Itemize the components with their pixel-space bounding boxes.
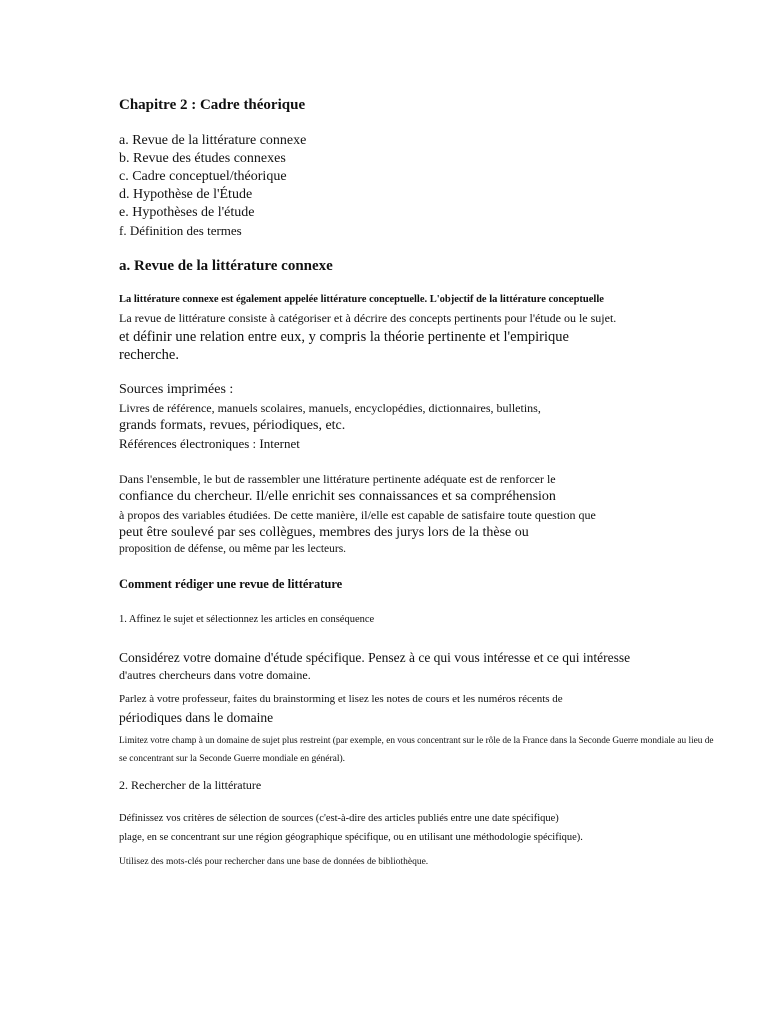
section-a-heading: a. Revue de la littérature connexe bbox=[119, 258, 333, 274]
step1-line: Considérez votre domaine d'étude spécifique. Pensez à ce qui vous intéresse et ce qui intéresse bbox=[119, 650, 631, 665]
toc-item-a: a. Revue de la littérature connexe bbox=[119, 133, 307, 148]
toc-item-c: c. Cadre conceptuel/théorique bbox=[119, 169, 287, 184]
step2-title: 2. Rechercher de la littérature bbox=[119, 778, 262, 792]
chapter-title: Chapitre 2 : Cadre théorique bbox=[119, 97, 306, 113]
sources-line: Références électroniques : Internet bbox=[119, 436, 300, 451]
step1-line: Limitez votre champ à un domaine de sujet plus restreint (par exemple, en vous concentrant sur le rôle de la France dans la Seconde Guerre mondiale au lieu de bbox=[119, 736, 714, 746]
step1-line: Parlez à votre professeur, faites du brainstorming et lisez les notes de cours et les numéros récents de bbox=[119, 693, 563, 705]
howto-heading: Comment rédiger une revue de littérature bbox=[119, 577, 343, 591]
toc-item-e: e. Hypothèses de l'étude bbox=[119, 205, 255, 220]
paragraph-line: proposition de défense, ou même par les lecteurs. bbox=[119, 543, 347, 555]
step1-line: d'autres chercheurs dans votre domaine. bbox=[119, 668, 311, 682]
paragraph-line: peut être soulevé par ses collègues, membres des jurys lors de la thèse ou bbox=[119, 525, 529, 540]
section-a-intro: La littérature connexe est également appelée littérature conceptuelle. L'objectif de la littérature conceptuelle bbox=[119, 294, 604, 305]
step1-line: périodiques dans le domaine bbox=[119, 710, 274, 725]
toc-item-f: f. Définition des termes bbox=[119, 223, 242, 238]
step1-title: 1. Affinez le sujet et sélectionnez les articles en conséquence bbox=[119, 614, 375, 625]
sources-label: Sources imprimées : bbox=[119, 382, 234, 397]
step1-line: se concentrant sur la Seconde Guerre mondiale en général). bbox=[119, 754, 346, 764]
sources-line: grands formats, revues, périodiques, etc. bbox=[119, 418, 346, 433]
toc-item-d: d. Hypothèse de l'Étude bbox=[119, 187, 253, 202]
paragraph-line: à propos des variables étudiées. De cette manière, il/elle est capable de satisfaire toute question que bbox=[119, 508, 596, 522]
section-a-line: recherche. bbox=[119, 347, 179, 363]
section-a-line: et définir une relation entre eux, y compris la théorie pertinente et l'empirique bbox=[119, 329, 569, 345]
paragraph-line: confiance du chercheur. Il/elle enrichit ses connaissances et sa compréhension bbox=[119, 489, 556, 504]
sources-line: Livres de référence, manuels scolaires, manuels, encyclopédies, dictionnaires, bulletins, bbox=[119, 401, 541, 415]
section-a-line: La revue de littérature consiste à catégoriser et à décrire des concepts pertinents pour l'étude ou le sujet. bbox=[119, 311, 617, 325]
paragraph-line: Dans l'ensemble, le but de rassembler une littérature pertinente adéquate est de renforcer le bbox=[119, 472, 556, 486]
step2-line: Utilisez des mots-clés pour rechercher dans une base de données de bibliothèque. bbox=[119, 857, 429, 867]
toc-item-b: b. Revue des études connexes bbox=[119, 151, 286, 166]
step2-line: plage, en se concentrant sur une région géographique spécifique, ou en utilisant une méthodologie spécifique). bbox=[119, 832, 583, 843]
step2-line: Définissez vos critères de sélection de sources (c'est-à-dire des articles publiés entre une date spécifique) bbox=[119, 813, 559, 824]
